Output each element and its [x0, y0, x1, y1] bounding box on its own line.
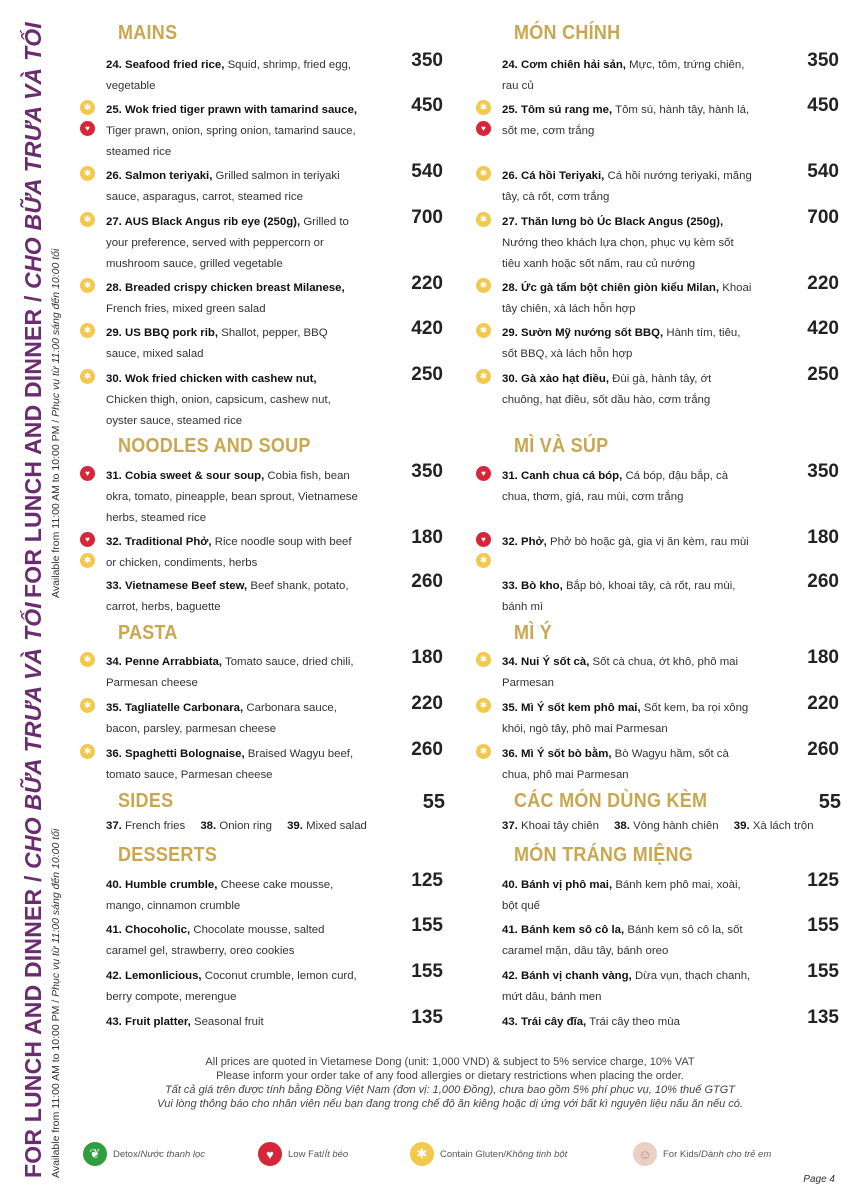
item-price: 260 — [807, 571, 839, 592]
item-price: 420 — [411, 318, 443, 339]
menu-item: ✱ 28. Breaded crispy chicken breast Milanese, French fries, mixed green salad 220 — [106, 278, 446, 320]
gluten-icon: ✱ — [476, 369, 491, 384]
sides-list: 37. Khoai tây chiên 38. Vòng hành chiên 39. Xà lách trộn — [502, 820, 814, 832]
gluten-icon: ✱ — [476, 100, 491, 115]
item-price: 450 — [411, 95, 443, 116]
item-price: 350 — [411, 50, 443, 71]
menu-item: ✱ 27. Thăn lưng bò Úc Black Angus (250g), Nướng theo khách lựa chọn, phục vụ kèm sốt tiêu xanh hoặc sốt nấm, rau củ nướng 700 — [502, 212, 842, 275]
legend-low-fat: ♥ Low Fat / Ít béo — [258, 1142, 348, 1166]
item-price: 350 — [807, 50, 839, 71]
low-fat-icon: ♥ — [80, 532, 95, 547]
menu-item: 33. Bò kho, Bắp bò, khoai tây, cà rốt, rau mùi, bánh mì 260 — [502, 571, 839, 613]
menu-item: 24. Cơm chiên hải sản, Mực, tôm, trứng chiên, rau củ 350 — [502, 50, 839, 92]
legend-gluten: ✱ Contain Gluten / Không tinh bột — [410, 1142, 567, 1166]
item-price: 155 — [807, 961, 839, 982]
item-price: 135 — [807, 1007, 839, 1028]
menu-item: 40. Bánh vị phô mai, Bánh kem phô mai, xoài, bột quế 125 — [502, 870, 839, 912]
menu-item: 43. Fruit platter, Seasonal fruit 135 — [106, 1007, 443, 1028]
menu-item: ✱ 34. Nui Ý sốt cà, Sốt cà chua, ớt khô, phô mai Parmesan 180 — [502, 652, 842, 694]
note-line: Please inform your order take of any food allergies or dietary restrictions when placing the order. — [216, 1070, 684, 1082]
item-price: 350 — [807, 461, 839, 482]
section-title-mains: MÓN CHÍNH — [514, 22, 621, 44]
menu-item: ✱ 30. Gà xào hạt điều, Đùi gà, hành tây, ớt chuông, hạt điều, sốt dầu hào, cơm trắng 250 — [502, 369, 842, 411]
section-title-noodles: NOODLES AND SOUP — [118, 435, 311, 457]
note-line: Vui lòng thông báo cho nhân viên nếu bạn đang trong chế độ ăn kiêng hoặc dị ứng với bất kì nguyên liệu nấu ăn nếu có. — [157, 1098, 743, 1110]
item-price: 220 — [411, 693, 443, 714]
sides-list: 37. French fries 38. Onion ring 39. Mixed salad — [106, 820, 367, 832]
gluten-icon: ✱ — [80, 369, 95, 384]
menu-item: ✱ 36. Mì Ý sốt bò bằm, Bò Wagyu hầm, sốt cà chua, phô mai Parmesan 260 — [502, 744, 842, 786]
menu-item: ✱ 35. Tagliatelle Carbonara, Carbonara sauce, bacon, parsley, parmesan cheese 220 — [106, 698, 446, 740]
side-title: FOR LUNCH AND DINNER / CHO BỮA TRƯA VÀ TỐI — [20, 22, 46, 598]
section-title-sides: CÁC MÓN DÙNG KÈM — [514, 790, 708, 812]
item-price: 220 — [807, 273, 839, 294]
item-price: 155 — [411, 915, 443, 936]
gluten-icon: ✱ — [476, 278, 491, 293]
item-price: 180 — [411, 527, 443, 548]
gluten-icon: ✱ — [476, 553, 491, 568]
item-price: 135 — [411, 1007, 443, 1028]
item-price: 180 — [807, 527, 839, 548]
low-fat-icon: ♥ — [476, 466, 491, 481]
gluten-icon: ✱ — [80, 212, 95, 227]
sides-price: 55 — [818, 791, 841, 813]
heart-icon: ♥ — [258, 1142, 282, 1166]
section-title-mains: MAINS — [118, 22, 178, 44]
gluten-icon: ✱ — [80, 100, 95, 115]
gluten-icon: ✱ — [80, 278, 95, 293]
menu-item: 42. Bánh vị chanh vàng, Dừa vụn, thạch chanh, mứt dâu, bánh men 155 — [502, 961, 839, 1003]
item-price: 125 — [411, 870, 443, 891]
side-banner-lower — [20, 22, 62, 598]
dietary-legend — [0, 1142, 865, 1168]
note-line: All prices are quoted in Vietamese Dong (unit: 1,000 VND) & subject to 5% service charge, 10% VAT — [205, 1056, 695, 1068]
menu-item: ✱ 34. Penne Arrabbiata, Tomato sauce, dried chili, Parmesan cheese 180 — [106, 652, 446, 694]
menu-item: 24. Seafood fried rice, Squid, shrimp, fried egg, vegetable 350 — [106, 50, 443, 92]
item-price: 420 — [807, 318, 839, 339]
gluten-icon: ✱ — [80, 744, 95, 759]
menu-item: ✱ 35. Mì Ý sốt kem phô mai, Sốt kem, ba rọi xông khói, ngò tây, phô mai Parmesan 220 — [502, 698, 842, 740]
gluten-icon: ✱ — [476, 166, 491, 181]
item-price: 350 — [411, 461, 443, 482]
side-banner — [0, 0, 78, 1200]
gluten-icon: ✱ — [80, 323, 95, 338]
item-price: 220 — [411, 273, 443, 294]
item-price: 125 — [807, 870, 839, 891]
section-title-noodles: MÌ VÀ SÚP — [514, 435, 609, 457]
gluten-icon: ✱ — [80, 553, 95, 568]
item-price: 250 — [411, 364, 443, 385]
menu-item: ✱ 36. Spaghetti Bolognaise, Braised Wagyu beef, tomato sauce, Parmesan cheese 260 — [106, 744, 446, 786]
page-number: Page 4 — [803, 1174, 835, 1185]
menu-item: ✱ ♥ 25. Tôm sú rang me, Tôm sú, hành tây, hành lá, sốt me, cơm trắng 450 — [502, 100, 842, 142]
menu-item: ✱ 26. Salmon teriyaki, Grilled salmon in teriyaki sauce, asparagus, carrot, steamed rice 540 — [106, 166, 446, 208]
item-price: 220 — [807, 693, 839, 714]
item-price: 180 — [807, 647, 839, 668]
side-title: FOR LUNCH AND DINNER / CHO BỮA TRƯA VÀ TỐI — [20, 602, 46, 1178]
low-fat-icon: ♥ — [80, 121, 95, 136]
item-price: 540 — [807, 161, 839, 182]
item-price: 260 — [411, 571, 443, 592]
menu-item: ✱ 26. Cá hồi Teriyaki, Cá hồi nướng teriyaki, măng tây, cà rốt, cơm trắng 540 — [502, 166, 842, 208]
wheat-icon: ✱ — [410, 1142, 434, 1166]
menu-item: 41. Chocoholic, Chocolate mousse, salted caramel gel, strawberry, oreo cookies 155 — [106, 915, 443, 957]
gluten-icon: ✱ — [80, 166, 95, 181]
menu-item: ✱ 29. Sườn Mỹ nướng sốt BBQ, Hành tím, tiêu, sốt BBQ, xà lách hỗn hợp 420 — [502, 323, 842, 365]
item-price: 260 — [411, 739, 443, 760]
section-title-desserts: DESSERTS — [118, 844, 218, 866]
menu-item: ✱ 28. Ức gà tẩm bột chiên giòn kiểu Milan, Khoai tây chiên, xà lách hỗn hợp 220 — [502, 278, 842, 320]
menu-item: 43. Trái cây đĩa, Trái cây theo mùa 135 — [502, 1007, 839, 1028]
item-price: 450 — [807, 95, 839, 116]
gluten-icon: ✱ — [476, 323, 491, 338]
menu-item: 42. Lemonlicious, Coconut crumble, lemon curd, berry compote, merengue 155 — [106, 961, 443, 1003]
menu-item: ✱ ♥ 25. Wok fried tiger prawn with tamarind sauce, Tiger prawn, onion, spring onion, tamarind sauce, steamed rice 450 — [106, 100, 446, 163]
section-title-pasta: MÌ Ý — [514, 622, 553, 644]
menu-item: ♥ ✱ 32. Phở, Phở bò hoặc gà, gia vị ăn kèm, rau mùi 180 — [502, 532, 842, 553]
gluten-icon: ✱ — [476, 698, 491, 713]
item-price: 155 — [807, 915, 839, 936]
menu-item: ✱ 29. US BBQ pork rib, Shallot, pepper, BBQ sauce, mixed salad 420 — [106, 323, 446, 365]
gluten-icon: ✱ — [476, 744, 491, 759]
item-price: 250 — [807, 364, 839, 385]
price-notes — [100, 1055, 800, 1111]
section-title-desserts: MÓN TRÁNG MIỆNG — [514, 844, 694, 866]
leaf-icon: ❦ — [83, 1142, 107, 1166]
section-title-pasta: PASTA — [118, 622, 178, 644]
gluten-icon: ✱ — [80, 652, 95, 667]
note-line: Tất cả giá trên được tính bằng Đồng Việt Nam (đơn vị: 1,000 Đồng), chưa bao gồm 5% phí phục vụ, 10% thuế GTGT — [164, 1084, 735, 1096]
menu-item: 41. Bánh kem sô cô la, Bánh kem sô cô la, sốt caramel mặn, dâu tây, bánh oreo 155 — [502, 915, 839, 957]
child-icon: ☺ — [633, 1142, 657, 1166]
menu-item: ✱ 30. Wok fried chicken with cashew nut, Chicken thigh, onion, capsicum, cashew nut, oyster sauce, steamed rice 250 — [106, 369, 446, 432]
menu-item: ♥ 31. Cobia sweet & sour soup, Cobia fish, bean okra, tomato, pineapple, bean sprout, Vietnamese herbs, steamed rice 350 — [106, 466, 446, 529]
item-price: 260 — [807, 739, 839, 760]
gluten-icon: ✱ — [476, 212, 491, 227]
item-price: 155 — [411, 961, 443, 982]
menu-item: 33. Vietnamese Beef stew, Beef shank, potato, carrot, herbs, baguette 260 — [106, 571, 443, 613]
section-title-sides: SIDES — [118, 790, 174, 812]
side-banner-upper — [20, 602, 62, 1178]
legend-detox: ❦ Detox / Nước thanh lọc — [83, 1142, 205, 1166]
legend-kids: ☺ For Kids / Dành cho trẻ em — [633, 1142, 771, 1166]
menu-item: ♥ ✱ 32. Traditional Phở, Rice noodle soup with beef or chicken, condiments, herbs 180 — [106, 532, 446, 574]
sides-price: 55 — [422, 791, 445, 813]
menu-item: ✱ 27. AUS Black Angus rib eye (250g), Grilled to your preference, served with peppercorn or mushroom sauce, grilled vegetable 700 — [106, 212, 446, 275]
item-price: 540 — [411, 161, 443, 182]
gluten-icon: ✱ — [476, 652, 491, 667]
item-price: 700 — [807, 207, 839, 228]
low-fat-icon: ♥ — [476, 532, 491, 547]
side-subtitle: Available from 11:00 AM to 10:00 PM / Phục vụ từ 11:00 sáng đến 10:00 tối — [50, 248, 62, 598]
side-subtitle: Available from 11:00 AM to 10:00 PM / Phục vụ từ 11:00 sáng đến 10:00 tối — [50, 828, 62, 1178]
low-fat-icon: ♥ — [476, 121, 491, 136]
gluten-icon: ✱ — [80, 698, 95, 713]
item-price: 180 — [411, 647, 443, 668]
menu-item: ♥ 31. Canh chua cá bóp, Cá bóp, đậu bắp, cà chua, thơm, giá, rau mùi, cơm trắng 350 — [502, 466, 842, 508]
menu-item: 40. Humble crumble, Cheese cake mousse, mango, cinnamon crumble 125 — [106, 870, 443, 912]
item-price: 700 — [411, 207, 443, 228]
low-fat-icon: ♥ — [80, 466, 95, 481]
